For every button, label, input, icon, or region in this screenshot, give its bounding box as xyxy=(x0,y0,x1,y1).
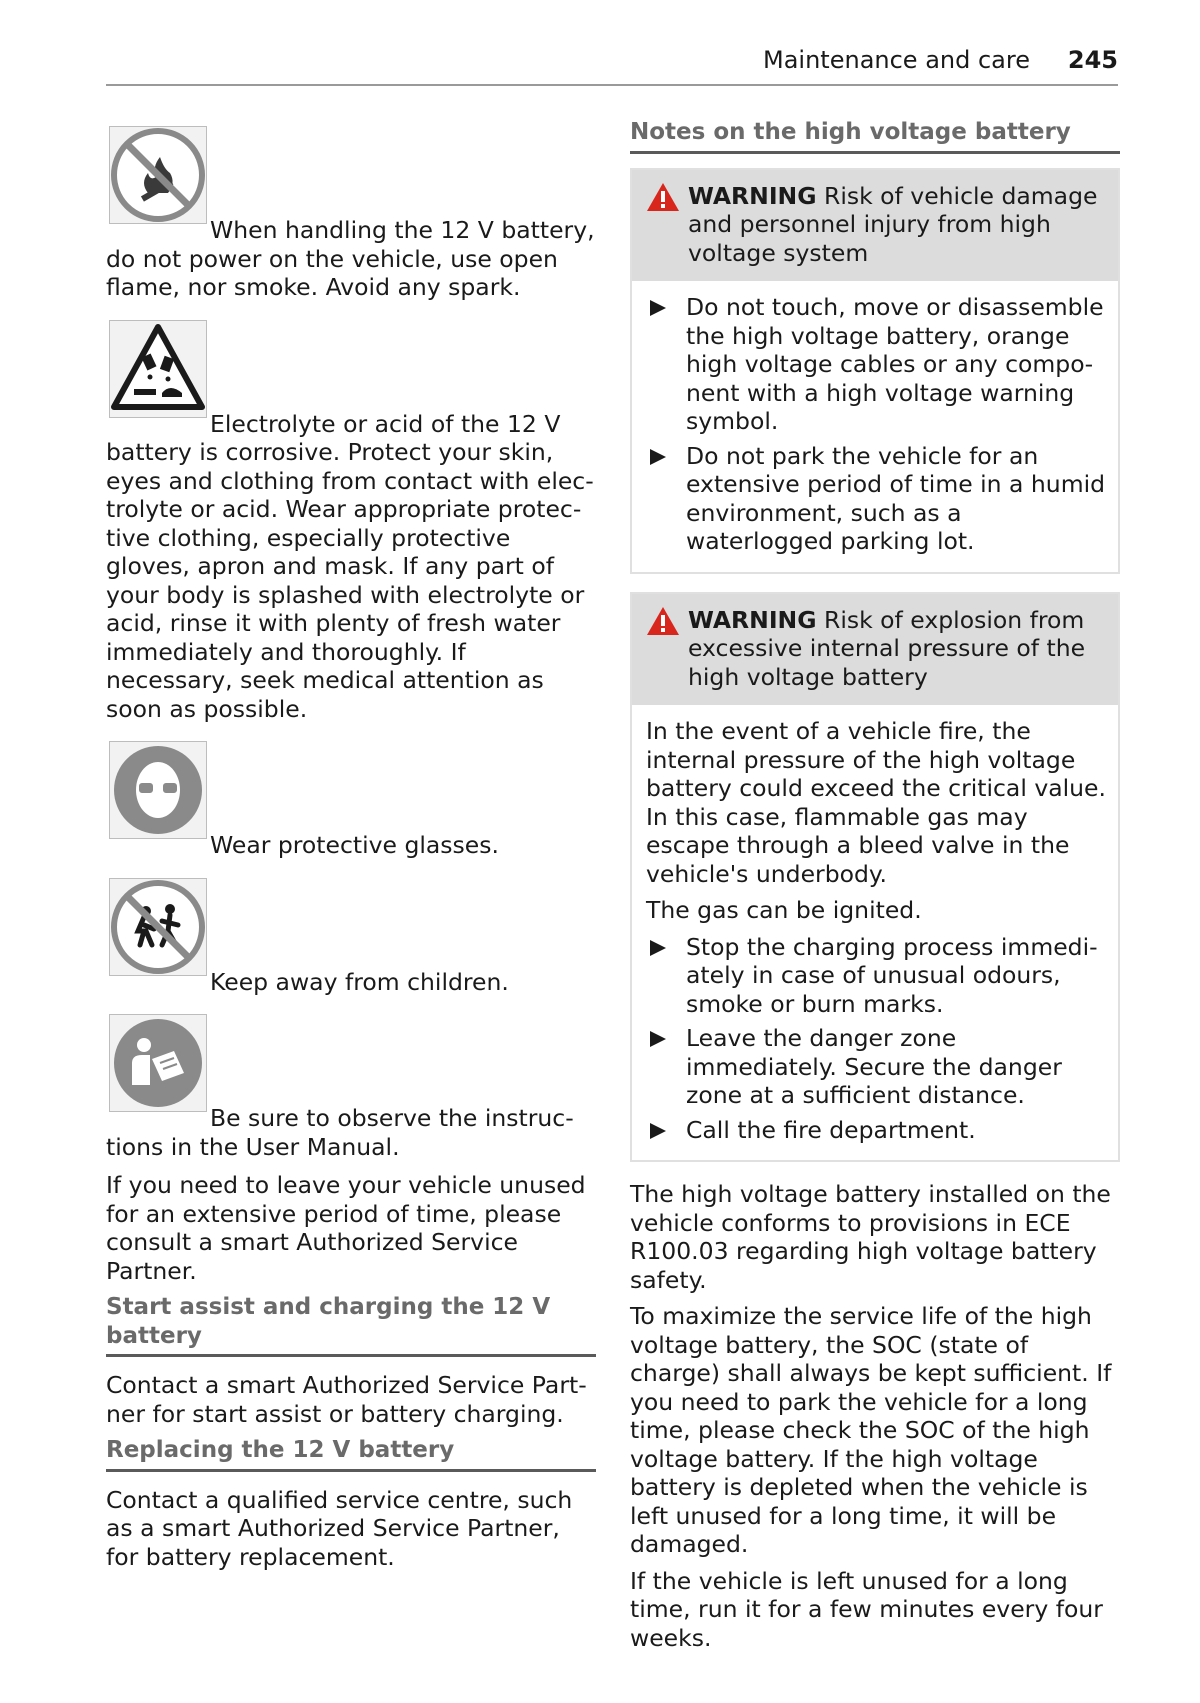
left-column xyxy=(106,118,596,1579)
keep-away-children-icon xyxy=(109,878,207,976)
symbol-text: Wear protective glasses. xyxy=(210,831,499,859)
page-number: 245 xyxy=(1067,46,1118,74)
unused-run-paragraph: If the vehicle is left unused for a long time, run it for a few minutes every four weeks. xyxy=(630,1566,1103,1652)
warning-triangle-icon xyxy=(646,182,680,212)
read-manual-icon xyxy=(109,1014,207,1112)
arrow-icon xyxy=(650,449,666,465)
symbol-text: When handling the 12 V battery, do not power on the vehicle, use open flame, nor smoke. Avoid any spark. xyxy=(106,216,595,301)
arrow-icon xyxy=(650,300,666,316)
list-item: Do not touch, move or disassemble the high voltage battery, orange high voltage cables or any component with a high voltage warning symbol. xyxy=(646,293,1108,436)
corrosive-warning-icon xyxy=(109,320,207,418)
arrow-icon xyxy=(650,940,666,956)
list-item: Do not park the vehicle for an extensive period of time in a humid environment, such as a waterlogged parking lot. xyxy=(646,442,1108,556)
warning-body xyxy=(632,705,1118,1160)
no-fire-no-smoking-icon xyxy=(109,126,207,224)
unused-vehicle-paragraph: If you need to leave your vehicle unused for an extensive period of time, please consult a smart Authorized Service Partner. xyxy=(106,1171,586,1285)
replacing-battery-heading: Replacing the 12 V battery xyxy=(106,1436,596,1472)
arrow-icon xyxy=(650,1123,666,1139)
warning-paragraph: The gas can be ignited. xyxy=(646,896,922,924)
symbol-children xyxy=(106,870,596,997)
warning-paragraph: In the event of a vehicle fire, the internal pressure of the high voltage battery could exceed the critical value. In this case, flammable gas may escape through a bleed valve in the vehicle's underbody. xyxy=(646,717,1106,888)
warning-box-explosion xyxy=(630,592,1120,1163)
warning-triangle-icon xyxy=(646,606,680,636)
list-item: Stop the charging process immediately in case of unusual odours, smoke or burn marks. xyxy=(646,933,1108,1019)
arrow-icon xyxy=(650,1031,666,1047)
symbol-text: Keep away from children. xyxy=(210,967,509,996)
ece-conformity-paragraph: The high voltage battery installed on the vehicle conforms to provisions in ECE R100.03 regarding high voltage battery safety. xyxy=(630,1180,1111,1294)
warning-body xyxy=(632,281,1118,572)
protective-glasses-icon xyxy=(109,741,207,839)
symbol-no-fire xyxy=(106,118,596,302)
start-assist-heading: Start assist and charging the 12 V battery xyxy=(106,1293,596,1357)
notes-heading: Notes on the high voltage battery xyxy=(630,118,1120,154)
symbol-manual xyxy=(106,1006,596,1161)
warning-box-high-voltage xyxy=(630,168,1120,574)
start-assist-paragraph: Contact a smart Authorized Service Partner for start assist or battery charging. xyxy=(106,1371,587,1428)
symbol-glasses xyxy=(106,733,596,860)
soc-paragraph: To maximize the service life of the high voltage battery, the SOC (state of charge) shall always be kept sufficient. If you need to park the vehicle for a long time, please check the SOC of the high voltage battery. If the high voltage battery is depleted when the vehicle is left unused for a long time, it will be damaged. xyxy=(630,1302,1112,1558)
section-title: Maintenance and care xyxy=(763,46,1030,74)
warning-header xyxy=(632,170,1118,282)
warning-title: Risk of explosion from excessive internal pressure of the high voltage battery xyxy=(688,605,1086,691)
warning-list xyxy=(646,933,1108,1145)
right-column xyxy=(630,118,1120,1660)
symbol-text: Be sure to observe the instructions in the User Manual. xyxy=(106,1104,574,1161)
warning-label: WARNING xyxy=(688,181,817,210)
warning-header xyxy=(632,594,1118,706)
symbol-text: Electrolyte or acid of the 12 V battery is corrosive. Protect your skin, eyes and clothing from contact with electrolyte or acid. Wear appropriate protective clothing, especially protective gloves, apron and mask. If any part of your body is splashed with electrolyte or acid, rinse it with plenty of fresh water immediately and thoroughly. If necessary, seek medical attention as soon as possible. xyxy=(106,409,594,723)
warning-list xyxy=(646,293,1108,556)
list-item: Leave the danger zone immediately. Secure the danger zone at a sufficient distance. xyxy=(646,1024,1108,1110)
warning-label: WARNING xyxy=(688,605,817,634)
replacing-battery-paragraph: Contact a qualified service centre, such as a smart Authorized Service Partner, for battery replacement. xyxy=(106,1485,573,1571)
warning-title: Risk of vehicle damage and personnel injury from high voltage system xyxy=(688,181,1098,267)
list-item: Call the fire department. xyxy=(646,1116,1108,1145)
page-header xyxy=(106,44,1118,86)
symbol-corrosive xyxy=(106,312,596,724)
